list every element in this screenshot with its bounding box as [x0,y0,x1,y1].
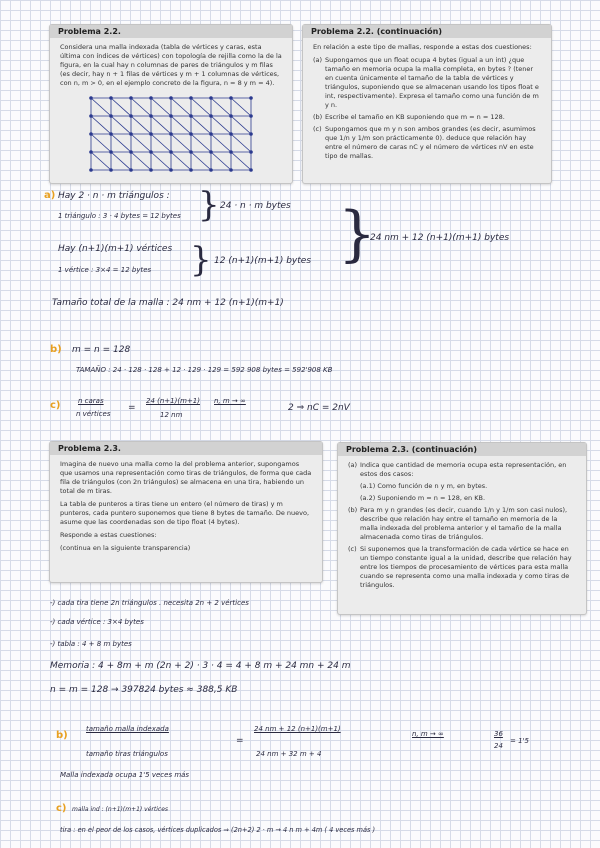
mesh-diagonal [131,98,151,116]
mesh-vertex [129,168,133,172]
hw-result-num: 36 [494,730,503,738]
mesh-vertex [89,96,93,100]
mesh-diagonal [231,116,251,134]
question-item: (a) Supongamos que un float ocupa 4 bytes (igual a un int) ¿que tamaño en memoria ocupa la malla completa, en bytes ? (tener en cuenta únicamente el tamaño de la tabla de vértices y triángulos, suponiendo que se almacenan usando los tipos float e int, respectivamente). Expresa el tamaño como una función de m y n. [313,56,539,109]
mesh-diagonal [191,98,211,116]
mesh-diagonal [131,152,151,170]
hw-line: TAMAÑO : 24 · 128 · 128 + 12 · 129 · 129 = 592 908 bytes = 592'908 KB [76,366,333,374]
hw-line: Hay (n+1)(m+1) vértices [58,244,173,254]
mesh-vertex [229,168,233,172]
mesh-vertex [89,150,93,154]
brace: } [190,240,212,280]
mesh-vertex [109,96,113,100]
mesh-diagonal [171,98,191,116]
mesh-diagonal [111,98,131,116]
mesh-diagonal [171,116,191,134]
problem-2-2-cont-box [302,24,552,184]
mesh-diagonal [151,116,171,134]
mesh-diagonal [171,152,191,170]
hw-result-den: 24 [494,742,503,750]
mesh-vertex [189,168,193,172]
grid-mesh-figure [81,92,261,176]
hw-eq: = [236,736,244,746]
answer-b-label: b) [56,730,68,741]
question-item: (a.2) Suponiendo m = n = 128, en KB. [360,494,486,502]
mesh-diagonal [231,134,251,152]
question-item: (c) Si suponemos que la transformación de cada vértice se hace en un tiempo constante igual a la unidad, describe que relación hay entre los tiempos de procesamiento de vértices para esta malla cuando se representa como una malla indexada y como tiras de triángulos. [348,545,572,589]
mesh-vertex [229,96,233,100]
hw-frac-den: 24 nm + 32 m + 4 [256,750,322,758]
mesh-vertex [129,132,133,136]
mesh-diagonal [191,134,211,152]
mesh-vertex [109,168,113,172]
problem-2-2-cont-title: Problema 2.2. (continuación) [303,25,551,38]
hw-line: Malla indexada ocupa 1'5 veces más [60,771,190,779]
mesh-vertex [149,132,153,136]
hw-line: 24 · n · m bytes [220,201,291,211]
mesh-diagonal [171,134,191,152]
hw-eq: = [128,403,136,413]
answer-b-label: b) [50,344,62,355]
hw-limit: n, m → ∞ [412,730,444,738]
mesh-diagonal [211,98,231,116]
hw-line: 1 triángulo : 3 · 4 bytes = 12 bytes [58,212,181,220]
hw-line: Memoria : 4 + 8m + m (2n + 2) · 3 · 4 = 4 + 8 m + 24 mn + 24 m [50,661,351,671]
mesh-vertex [89,114,93,118]
hw-result: 2 ⇒ nC = 2nV [288,403,350,413]
hw-line: m = n = 128 [72,345,131,355]
mesh-vertex [109,132,113,136]
mesh-vertex [249,150,253,154]
problem-2-2-title: Problema 2.2. [50,25,292,38]
mesh-vertex [149,96,153,100]
mesh-vertex [249,168,253,172]
hw-line: 1 vértice : 3×4 = 12 bytes [58,266,152,274]
mesh-vertex [149,168,153,172]
hw-line: -) cada vértice : 3×4 bytes [50,618,144,626]
hw-line: Tamaño total de la malla : 24 nm + 12 (n+1)(m+1) [52,298,284,308]
mesh-diagonal [151,98,171,116]
hw-line: 12 (n+1)(m+1) bytes [214,256,312,266]
hw-line: malla ind : (n+1)(m+1) vértices [72,806,169,813]
mesh-diagonal [191,152,211,170]
problem-2-3-box [49,441,323,583]
problem-2-3-cont-title: Problema 2.3. (continuación) [338,443,586,456]
hw-limit: n, m → ∞ [214,397,246,405]
mesh-vertex [209,168,213,172]
answer-a-label: a) [44,190,56,201]
mesh-diagonal [91,98,111,116]
mesh-vertex [209,132,213,136]
mesh-vertex [229,150,233,154]
question-item: (a.1) Como función de n y m, en bytes. [360,482,488,490]
mesh-vertex [189,96,193,100]
answer-c-label: c) [50,400,61,411]
mesh-vertex [209,114,213,118]
hw-line: -) tabla : 4 + 8 m bytes [50,640,132,648]
problem-2-2-text: Considera una malla indexada (tabla de vértices y caras, esta última con índices de vértices) con topología de rejilla como la de la figura, en la cual hay n columnas de pares de triángulos y m filas (es decir, hay n + 1 filas de vértices y m + 1 columnas de vértices, con n, m > 0, en el ejemplo concreto de la figura, n = 8 y m = 4). [60,43,282,87]
question-item: (c) Supongamos que m y n son ambos grandes (es decir, asumimos que 1/n y 1/m son prácticamente 0). deduce que relación hay entre el número de caras nC y el número de vértices nV en este tipo de mallas. [313,125,536,160]
hw-frac-den: 12 nm [160,411,183,419]
hw-line: 24 nm + 12 (n+1)(m+1) bytes [370,233,510,243]
mesh-vertex [229,132,233,136]
hw-frac-num: 24 nm + 12 (n+1)(m+1) [254,725,341,733]
mesh-vertex [149,150,153,154]
mesh-diagonal [91,116,111,134]
mesh-diagonal [111,152,131,170]
hw-result: = 1'5 [510,737,529,745]
problem-2-3-cont-box [337,442,587,615]
mesh-diagonal [91,152,111,170]
problem-2-3-p1: Imagina de nuevo una malla como la del problema anterior, supongamos que usamos una representación como tiras de triángulos, de forma que cada fila de triángulos (con 2n triángulos) se almacena en una tira, habiendo un total de m tiras. [60,460,312,495]
mesh-vertex [249,96,253,100]
problem-2-3-title: Problema 2.3. [50,442,322,455]
mesh-diagonal [131,116,151,134]
problem-2-3-p2: La tabla de punteros a tiras tiene un entero (el número de tiras) y m punteros, cada puntero suponemos que tiene 8 bytes de tamaño. De nuevo, asume que las coordenadas son de tipo float (4 bytes). [60,500,310,526]
problem-2-3-p3: Responde a estas cuestiones: [60,531,157,539]
mesh-diagonal [91,134,111,152]
mesh-vertex [109,114,113,118]
mesh-diagonal [151,152,171,170]
mesh-vertex [209,96,213,100]
mesh-vertex [249,132,253,136]
mesh-diagonal [231,152,251,170]
hw-frac-num: 24 (n+1)(m+1) [146,397,200,405]
mesh-diagonal [211,152,231,170]
hw-frac-den: tamaño tiras triángulos [86,750,168,758]
mesh-diagonal [111,134,131,152]
problem-2-2-cont-intro: En relación a este tipo de mallas, responde a estas dos cuestiones: [313,43,532,51]
mesh-vertex [129,114,133,118]
hw-line: Hay 2 · n · m triángulos : [58,191,170,201]
mesh-vertex [89,132,93,136]
question-item: (b) Para m y n grandes (es decir, cuando 1/n y 1/m son casi nulos), describe que relación hay entre el tamaño en memoria de la malla indexada del problema anterior y el tamaño de la malla almacenada como tiras de triángulos. [348,506,568,541]
hw-frac-num: n caras [78,397,104,405]
mesh-vertex [169,150,173,154]
mesh-vertex [149,114,153,118]
mesh-diagonal [211,116,231,134]
hw-frac-num: tamaño malla indexada [86,725,169,733]
mesh-vertex [229,114,233,118]
mesh-diagonal [231,98,251,116]
mesh-vertex [129,96,133,100]
hw-line: -) cada tira tiene 2n triángulos . necesita 2n + 2 vértices [50,599,249,607]
mesh-vertex [189,150,193,154]
question-item: (b) Escribe el tamaño en KB suponiendo que m = n = 128. [313,113,505,121]
mesh-vertex [249,114,253,118]
mesh-vertex [89,168,93,172]
big-brace: } [338,199,377,269]
hw-line: n = m = 128 → 397824 bytes ≈ 388,5 KB [50,685,238,695]
mesh-diagonal [211,134,231,152]
mesh-vertex [169,96,173,100]
hw-frac-den: n vértices [76,410,111,418]
mesh-vertex [169,132,173,136]
brace: } [198,185,220,225]
mesh-diagonal [191,116,211,134]
mesh-vertex [189,114,193,118]
mesh-vertex [209,150,213,154]
mesh-vertex [169,114,173,118]
mesh-vertex [129,150,133,154]
problem-2-3-p4: (continua en la siguiente transparencia) [60,544,191,552]
question-item: (a) Indica que cantidad de memoria ocupa esta representación, en estos dos casos: [348,461,567,478]
mesh-diagonal [131,134,151,152]
hw-line: tira : en el peor de los casos, vértices duplicados ⇒ (2n+2) 2 · m → 4 n m + 4m ( 4 veces más ) [60,826,376,834]
mesh-diagonal [151,134,171,152]
mesh-vertex [189,132,193,136]
mesh-vertex [169,168,173,172]
mesh-vertex [109,150,113,154]
mesh-diagonal [111,116,131,134]
answer-c-label: c) [56,803,67,814]
problem-2-2-box [49,24,293,184]
